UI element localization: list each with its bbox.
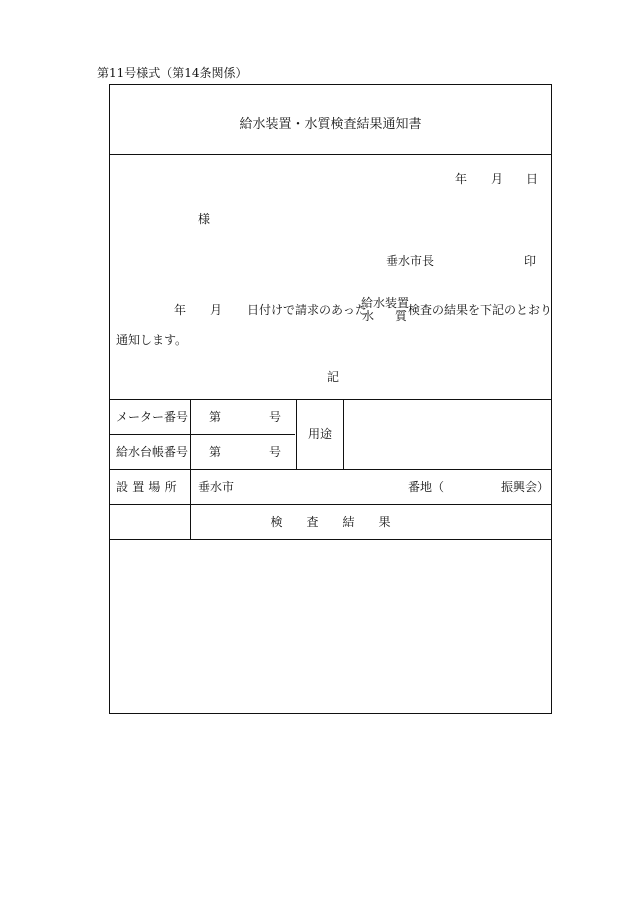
body-text-after: 検査の結果を下記のとおり: [408, 303, 553, 317]
issuer-title: 垂水市長: [386, 254, 435, 268]
results-heading: 検 査 結 果: [270, 515, 391, 529]
ledger-number-label: 給水台帳番号: [116, 445, 189, 459]
body-year: 年: [174, 303, 187, 317]
ki-label: 記: [327, 370, 340, 384]
inspection-type-options: [361, 297, 409, 322]
row-divider-meter: [110, 434, 295, 435]
option-water-quality: 水 質: [362, 308, 407, 323]
row-divider-ledger: [110, 469, 551, 470]
location-label: 設 置 場 所: [116, 480, 177, 494]
ledger-gou: 号: [269, 445, 282, 459]
col-divider-number: [296, 399, 297, 469]
row-divider-location: [110, 504, 551, 505]
meter-dai: 第: [209, 410, 222, 424]
document-title: 給水装置・水質検査結果通知書: [239, 117, 422, 132]
date-year: 年: [455, 172, 468, 186]
date-month: 月: [491, 172, 504, 186]
location-association: 振興会）: [501, 480, 550, 494]
option-water-supply-device: 給水装置: [361, 296, 410, 310]
location-banchi: 番地（: [408, 480, 445, 494]
meter-gou: 号: [269, 410, 282, 424]
usage-label: 用途: [308, 427, 333, 441]
body-month: 月: [210, 303, 223, 317]
ledger-dai: 第: [209, 445, 222, 459]
notice-form: [109, 84, 552, 714]
location-city: 垂水市: [198, 480, 235, 494]
body-line-2: 通知します。: [116, 333, 188, 347]
results-area: [110, 540, 551, 713]
body-text-before: 日付けで請求のあった: [247, 303, 367, 317]
form-caption: 第11号様式（第14条関係）: [97, 66, 248, 80]
title-divider: [110, 154, 551, 155]
usage-value-cell: [344, 400, 549, 468]
date-day: 日: [526, 172, 539, 186]
addressee-suffix: 様: [198, 212, 211, 226]
meter-number-label: メーター番号: [116, 410, 189, 424]
seal-mark: 印: [524, 254, 537, 268]
